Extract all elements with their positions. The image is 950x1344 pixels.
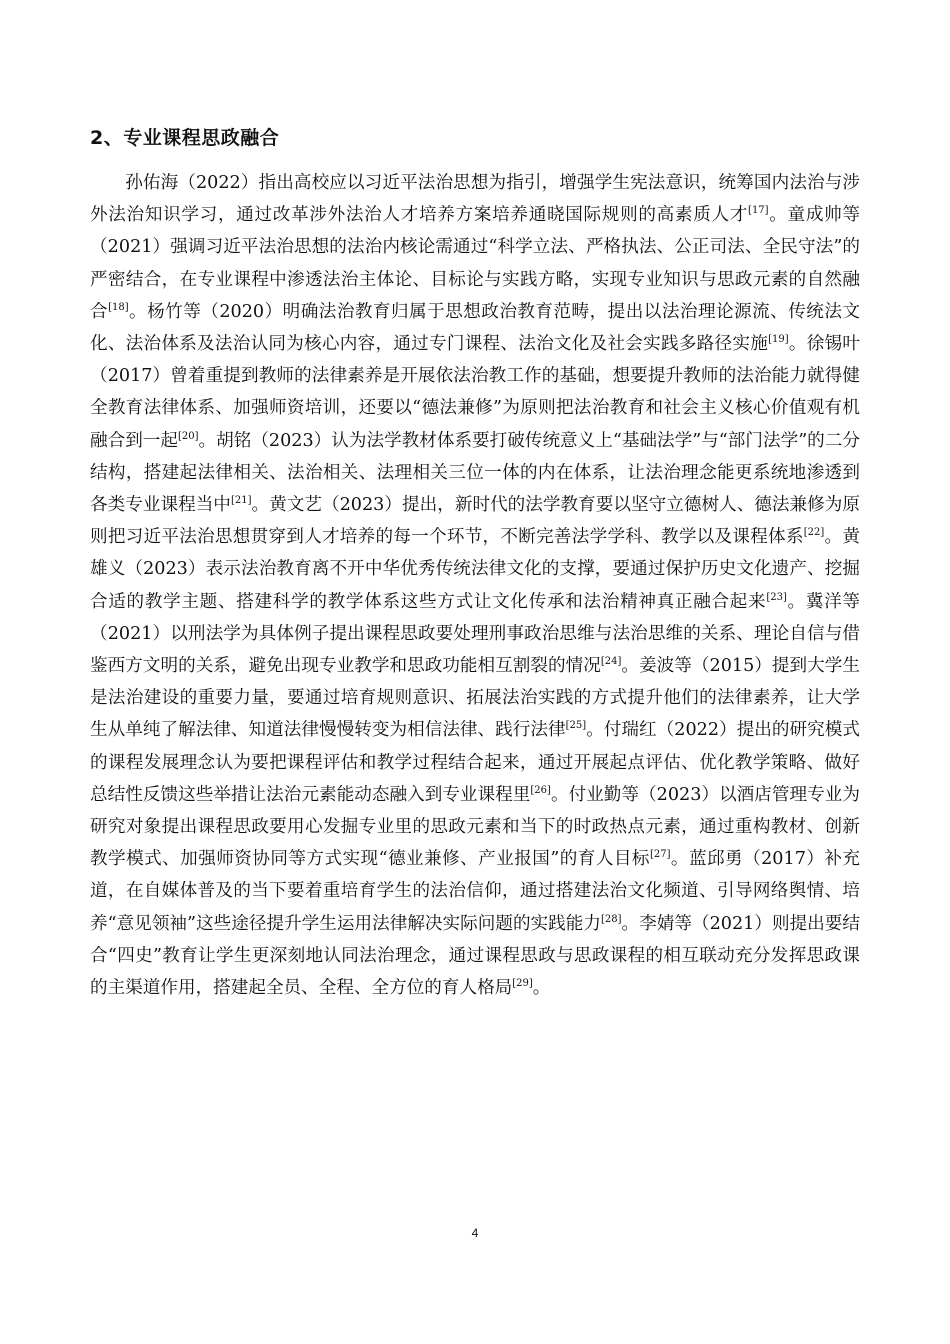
section-heading: 2、专业课程思政融合 [90,127,280,149]
citation-ref: [26] [530,785,551,796]
citation-ref: [29] [512,978,533,990]
citation-sentence: 蓝邱勇（2017）补充道，在自媒体普及的当下要着重培育学生的法治信仰，通过搭建法治文化频道、引导网络舆情、培养“意见领袖”这些途径提升学生运用法律解决实际问题的实践能力[28]。 [90,849,860,934]
citation-ref: [17] [748,205,769,217]
citation-ref: [20] [177,430,199,442]
citation-ref: [21] [230,495,252,507]
citation-ref: [18] [108,301,129,313]
citation-sentence: 孙佑海（2022）指出高校应以习近平法治思想为指引，增强学生宪法意识，统筹国内法治与涉外法治知识学习，通过改革涉外法治人才培养方案培养通晓国际规则的高素质人才[17]。 [90,173,860,226]
citation-ref: [23] [766,591,787,603]
citation-ref: [19] [768,334,789,346]
citation-sentence: 付瑞红（2022）提出的研究模式的课程发展理念认为要把课程评估和教学过程结合起来，通过开展起点评估、优化教学策略、做好总结性反馈这些举措让法治元素能动态融入到专业课程里[26]。 [90,720,860,805]
citation-sentence: 杨竹等（2020）明确法治教育归属于思想政治教育范畴，提出以法治理论源流、传统法文化、法治体系及法治认同为核心内容，通过专门课程、法治文化及社会实践多路径实施[19]。 [90,301,860,355]
citation-ref: [24] [600,656,622,668]
citation-ref: [22] [803,527,825,539]
page-number: 4 [471,1226,479,1240]
citation-sentence: 冀洋等（2021）以刑法学为具体例子提出课程思政要处理刑事政治思维与法治思维的关系、理论自信与借鉴西方文明的关系，避免出现专业教学和思政功能相互割裂的情况[24]。 [90,591,860,677]
citation-ref: [28] [601,913,622,925]
citation-sentence: 李婧等（2021）则提出要结合“四史”教育让学生更深刻地认同法治理念，通过课程思政与思政课程的相互联动充分发挥思政课的主渠道作用，搭建起全员、全程、全方位的育人格局[29]。 [90,913,860,999]
citation-sentence: 黄文艺（2023）提出，新时代的法学教育要以坚守立德树人、德法兼修为原则把习近平法治思想贯穿到人才培养的每一个环节，不断完善法学学科、教学以及课程体系[22]。 [90,495,860,548]
citation-sentence: 付业勤等（2023）以酒店管理专业为研究对象提出课程思政要用心发掘专业里的思政元素和当下的时政热点元素，通过重构教材、创新教学模式、加强师资协同等方式实现“德业兼修、产业报国”的育人目标[27]。 [90,784,860,870]
body-text [90,167,860,1004]
paragraph [90,167,860,1004]
citation-sentence: 徐锡叶（2017）曾着重提到教师的法律素养是开展依法治教工作的基础，想要提升教师的法治能力就得健全教育法律体系、加强师资培训，还要以“德法兼修”为原则把法治教育和社会主义核心价值观有机融合到一起[20]。 [90,334,860,451]
citation-ref: [25] [565,720,587,732]
citation-ref: [27] [649,849,671,861]
citation-sentence: 童成帅等（2021）强调习近平法治思想的法治内核论需通过“科学立法、严格执法、公正司法、全民守法”的严密结合，在专业课程中渗透法治主体论、目标论与实践方略，实现专业知识与思政元素的自然融合[18]。 [90,205,860,322]
citation-sentence: 姜波等（2015）提到大学生是法治建设的重要力量，要通过培育规则意识、拓展法治实践的方式提升他们的法律素养，让大学生从单纯了解法律、知道法律慢慢转变为相信法律、践行法律[25]。 [90,656,860,741]
citation-sentence: 黄雄义（2023）表示法治教育离不开中华优秀传统法律文化的支撑，要通过保护历史文化遗产、挖掘合适的教学主题、搭建科学的教学体系这些方式让文化传承和法治精神真正融合起来[23]。 [90,527,860,612]
citation-sentence: 胡铭（2023）认为法学教材体系要打破传统意义上“基础法学”与“部门法学”的二分结构，搭建起法律相关、法治相关、法理相关三位一体的内在体系，让法治理念能更系统地渗透到各类专业课程当中[21]。 [90,430,860,516]
